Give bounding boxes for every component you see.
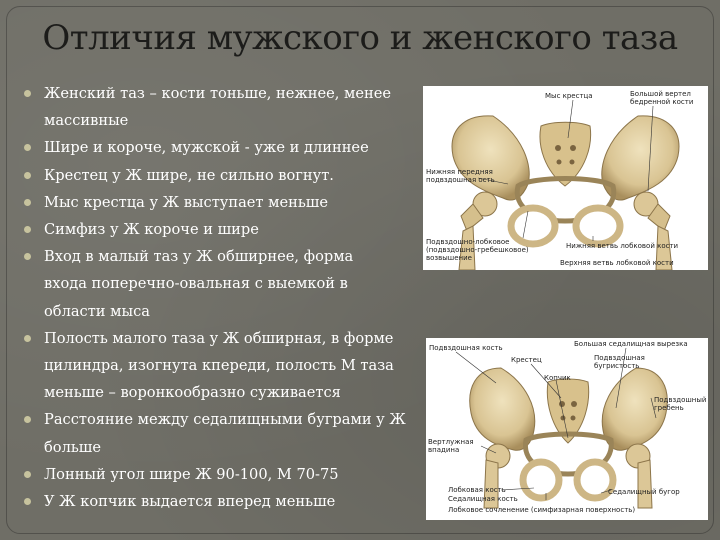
- bullet-line: больше: [44, 438, 101, 456]
- male-pelvis-figure: [426, 338, 708, 520]
- bullet-item: [24, 216, 406, 243]
- label-pubic-bone: Лобковая кость: [448, 486, 506, 494]
- bullet-line: Женский таз – кости тоньше, нежнее, менее: [44, 85, 392, 102]
- label-ischium: Седалищная кость: [448, 495, 518, 503]
- bullet-dot-icon: [24, 226, 31, 233]
- label-ilium: Подвздошная кость: [429, 344, 503, 352]
- label-iliac-tuberosity-1: Подвздошная: [594, 354, 645, 362]
- label-ischial-tuberosity: Седалищный бугор: [608, 488, 680, 496]
- bullet-line: Крестец у Ж шире, не сильно вогнут.: [44, 166, 334, 184]
- bullet-dot-icon: [24, 172, 31, 179]
- bullet-dot-icon: [24, 253, 31, 260]
- label-superior-ramus: Верхняя ветвь лобковой кости: [560, 259, 674, 267]
- bullet-item: [24, 461, 406, 488]
- label-greater-trochanter-2: бедренной кости: [630, 98, 694, 106]
- bullet-line: Вход в малый таз у Ж обширнее, форма: [44, 248, 354, 266]
- label-iliopubic-1: Подвздошно-лобковое: [426, 238, 510, 246]
- label-symphysis: Лобковое сочленение (симфизарная поверхность): [448, 506, 636, 514]
- bullet-dot-icon: [24, 90, 31, 97]
- bullet-line: массивные: [44, 112, 129, 130]
- bullet-item: [24, 134, 406, 161]
- bullet-item: [24, 488, 406, 515]
- label-asis-1: Нижняя передняя: [426, 168, 493, 176]
- bullet-line: Полость малого таза у Ж обширная, в форме: [44, 329, 394, 347]
- bullet-item: [24, 189, 406, 216]
- page-title: Отличия мужского и женского таза: [42, 18, 678, 58]
- label-asis-2: подвздошная ость: [426, 176, 495, 184]
- label-crest-2: гребень: [654, 404, 684, 412]
- bullet-line: цилиндра, изогнута кпереди, полость М таза: [44, 357, 394, 375]
- label-iliopubic-3: возвышение: [426, 254, 472, 262]
- label-inferior-ramus: Нижняя ветвь лобковой кости: [566, 242, 679, 250]
- bullet-item: [24, 325, 406, 407]
- bullet-line: Симфиз у Ж короче и шире: [44, 221, 259, 239]
- bullet-line: меньше – воронкообразно суживается: [44, 384, 341, 402]
- label-acetabulum-1: Вертлужная: [428, 438, 474, 446]
- bullet-line: Шире и короче, мужской - уже и длиннее: [44, 139, 369, 157]
- bullet-item: [24, 243, 406, 325]
- bullet-item: [24, 162, 406, 189]
- bullet-line: Лонный угол шире Ж 90-100, М 70-75: [44, 465, 339, 483]
- bullet-item: [24, 80, 406, 134]
- bullet-line: области мыса: [44, 302, 150, 320]
- bullet-line: входа поперечно-овальная с выемкой в: [44, 275, 348, 293]
- bullet-dot-icon: [24, 471, 31, 478]
- bullet-dot-icon: [24, 498, 31, 505]
- female-pelvis-figure: [423, 86, 708, 270]
- bullet-dot-icon: [24, 335, 31, 342]
- label-greater-trochanter-1: Большой вертел: [630, 90, 691, 98]
- bullet-dot-icon: [24, 199, 31, 206]
- label-greater-notch: Большая седалищная вырезка: [574, 340, 688, 348]
- label-iliac-tuberosity-2: бугристость: [594, 362, 640, 370]
- label-promontory: Мыс крестца: [545, 92, 593, 100]
- bullet-list: [24, 80, 406, 515]
- bullet-dot-icon: [24, 416, 31, 423]
- label-acetabulum-2: впадина: [428, 446, 460, 454]
- label-iliopubic-2: (подвздошно-гребешковое): [426, 246, 529, 254]
- bullet-dot-icon: [24, 144, 31, 151]
- bullet-item: [24, 406, 406, 460]
- bullet-line: Мыс крестца у Ж выступает меньше: [44, 193, 329, 211]
- bullet-line: У Ж копчик выдается вперед меньше: [44, 493, 336, 511]
- bullet-line: Расстояние между седалищными буграми у Ж: [44, 411, 406, 429]
- label-sacrum: Крестец: [511, 356, 542, 364]
- label-crest-1: Подвздошный: [654, 396, 707, 404]
- label-coccyx: Копчик: [544, 374, 571, 382]
